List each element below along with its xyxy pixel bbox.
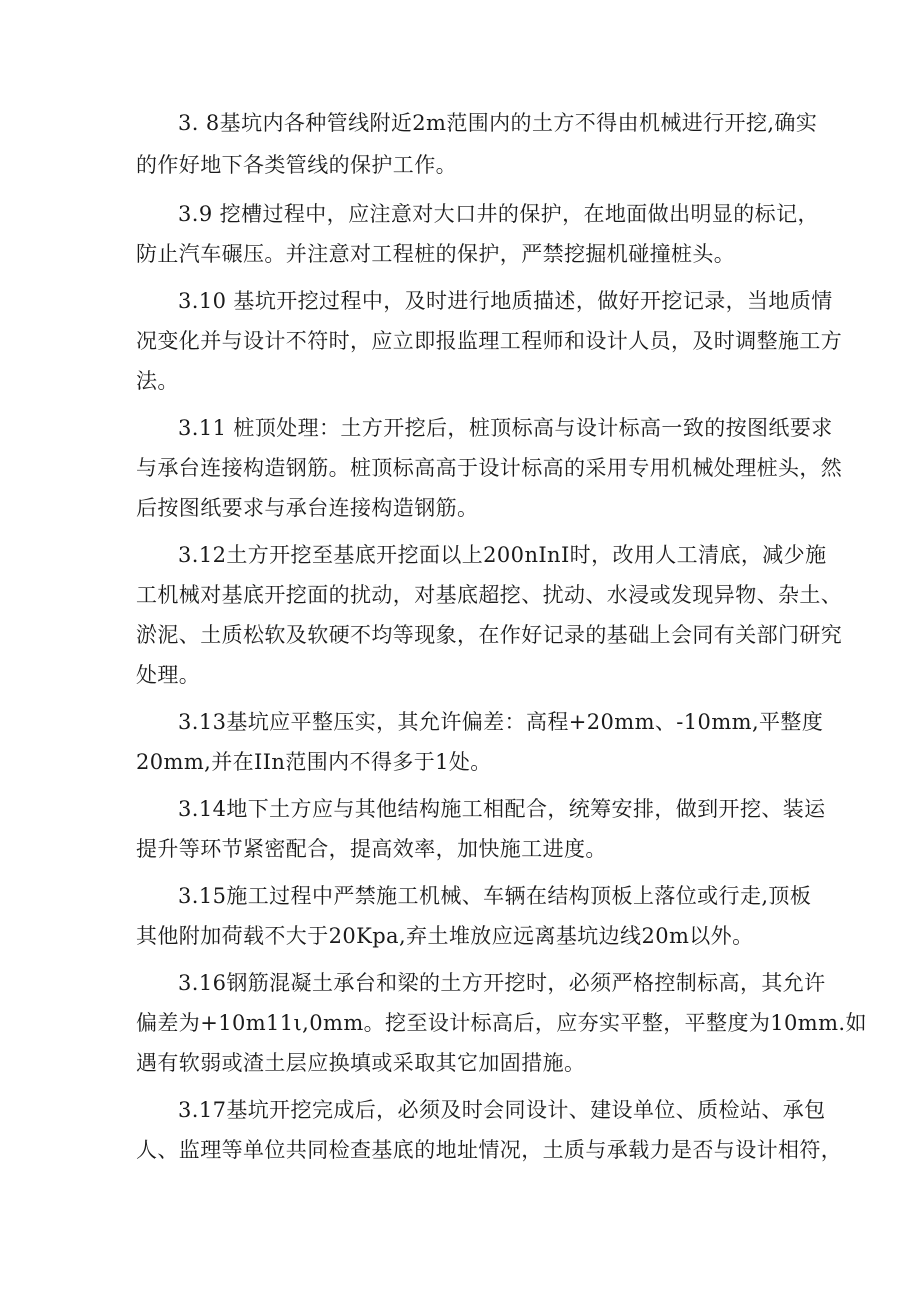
- paragraph-line: 处理。: [136, 663, 201, 687]
- paragraph-line: 法。: [136, 369, 179, 393]
- paragraph-line: 人、监理等单位共同检查基底的地址情况，土质与承载力是否与设计相符，: [136, 1138, 843, 1162]
- paragraph-line: 3.15施工过程中严禁施工机械、车辆在结构顶板上落位或行走,顶板: [178, 884, 812, 908]
- paragraph-line: 3.11 桩顶处理：土方开挖后，桩顶标高与设计标高一致的按图纸要求: [178, 416, 833, 440]
- paragraph-line: 淤泥、土质松软及软硬不均等现象，在作好记录的基础上会同有关部门研究: [136, 623, 843, 647]
- paragraph-line: 3.14地下土方应与其他结构施工相配合，统筹安排，做到开挖、装运: [178, 797, 826, 821]
- paragraph-line: 遇有软弱或渣土层应换填或采取其它加固措施。: [136, 1051, 586, 1075]
- paragraph-line: 3.13基坑应平整压实，其允许偏差：高程+20mm、-10mm,平整度: [178, 710, 824, 734]
- paragraph-line: 与承台连接构造钢筋。桩顶标高高于设计标高的采用专用机械处理桩头，然: [136, 456, 843, 480]
- paragraph-line: 后按图纸要求与承台连接构造钢筋。: [136, 496, 479, 520]
- paragraph-line: 3.17基坑开挖完成后，必须及时会同设计、建设单位、质检站、承包: [178, 1098, 826, 1122]
- paragraph-line: 3.12土方开挖至基底开挖面以上200nInI时，改用人工清底，减少施: [178, 543, 827, 567]
- paragraph-line: 其他附加荷载不大于20Kpa,弃土堆放应远离基坑边线20m以外。: [136, 924, 754, 948]
- paragraph-line: 提升等环节紧密配合，提高效率，加快施工进度。: [136, 837, 607, 861]
- paragraph-line: 3.9 挖槽过程中，应注意对大口井的保护，在地面做出明显的标记，: [178, 202, 819, 226]
- paragraph-line: 20mm,并在IIn范围内不得多于1处。: [136, 750, 492, 774]
- paragraph-line: 防止汽车碾压。并注意对工程桩的保护，严禁挖掘机碰撞桩头。: [136, 242, 736, 266]
- paragraph-line: 工机械对基底开挖面的扰动，对基底超挖、扰动、水浸或发现异物、杂土、: [136, 583, 843, 607]
- paragraph-line: 偏差为+10m11ι,0mm。挖至设计标高后，应夯实平整，平整度为10mm.如: [136, 1011, 867, 1035]
- paragraph-line: 3. 8基坑内各种管线附近2m范围内的土方不得由机械进行开挖,确实: [178, 111, 818, 135]
- paragraph-line: 的作好地下各类管线的保护工作。: [136, 153, 457, 177]
- paragraph-line: 况变化并与设计不符时，应立即报监理工程师和设计人员，及时调整施工方: [136, 329, 843, 353]
- paragraph-line: 3.16钢筋混凝土承台和梁的土方开挖时，必须严格控制标高，其允许: [178, 971, 826, 995]
- paragraph-line: 3.10 基坑开挖过程中，及时进行地质描述，做好开挖记录，当地质情: [178, 289, 833, 313]
